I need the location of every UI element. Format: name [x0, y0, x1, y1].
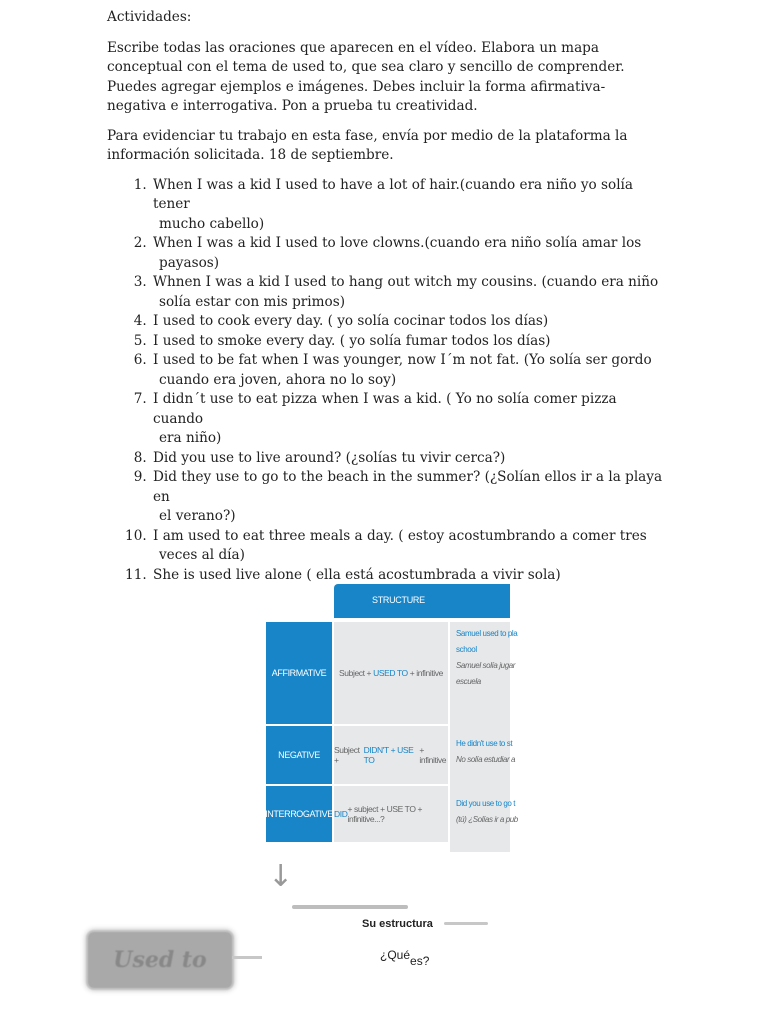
instructions-paragraph: Escribe todas las oraciones que aparecen en el vídeo. Elabora un mapa conceptual con el tema de used to, que sea claro y sencillo de comprender. Puedes agregar ejemplos e imágenes. Debes incluir la forma afirmativa- negativa e interrogativa. Pon a prueba tu creatividad.	[107, 39, 625, 114]
connector-line	[232, 956, 262, 959]
row-examples: He didn't use to st No solía estudiar a	[450, 726, 510, 794]
list-item: 4. I used to cook every day. ( yo solía cocinar todos los días)	[151, 312, 667, 332]
connector-line	[444, 922, 488, 925]
list-item: 6. I used to be fat when I was younger, now I´m not fat. (Yo solía ser gordo cuando era joven, ahora no lo soy)	[151, 351, 667, 390]
structure-header: STRUCTURE	[334, 584, 510, 618]
document-body	[107, 8, 667, 585]
connector-line	[292, 905, 408, 909]
interrogative-row	[265, 786, 518, 842]
sentence-list	[107, 176, 667, 586]
row-label: INTERROGATIVE	[266, 786, 332, 842]
que-es-label: ¿Qué$_{es?}$	[380, 948, 430, 968]
row-label: AFFIRMATIVE	[266, 622, 332, 724]
row-form: DID + subject + USE TO + infinitive...?	[334, 786, 448, 842]
list-item: 11. She is used live alone ( ella está acostumbrada a vivir sola)	[151, 566, 667, 586]
down-arrow-icon: ↓	[268, 859, 294, 894]
negative-row	[266, 726, 516, 784]
list-item: 7. I didn´t use to eat pizza when I was a kid. ( Yo no solía comer pizza cuando era niño)	[151, 390, 667, 449]
used-to-box: Used to	[86, 930, 234, 990]
row-examples: Did you use to go t (tú) ¿Solías ir a pub	[450, 786, 510, 852]
submission-paragraph: Para evidenciar tu trabajo en esta fase, envía por medio de la plataforma la información solicitada. 18 de septiembre.	[107, 127, 628, 163]
row-form: Subject + DIDN'T + USE TO + infinitive	[334, 726, 448, 784]
list-item: 9. Did they use to go to the beach in the summer? (¿Solían ellos ir a la playa en el verano?)	[151, 468, 667, 527]
list-item: 8. Did you use to live around? (¿solías tu vivir cerca?)	[151, 449, 667, 469]
list-item: 5. I used to smoke every day. ( yo solía fumar todos los días)	[151, 332, 667, 352]
list-item: 2. When I was a kid I used to love clowns.(cuando era niño solía amar los payasos)	[151, 234, 667, 273]
activities-heading: Actividades:	[107, 9, 192, 25]
list-item: 1. When I was a kid I used to have a lot of hair.(cuando era niño yo solía tener mucho cabello)	[151, 176, 667, 235]
list-item: 10. I am used to eat three meals a day. ( estoy acostumbrando a comer tres veces al día)	[151, 527, 667, 566]
su-estructura-label: Su estructura	[362, 918, 433, 930]
row-form: Subject + USED TO + infinitive	[334, 622, 448, 724]
list-item: 3. Whnen I was a kid I used to hang out witch my cousins. (cuando era niño solía estar con mis primos)	[151, 273, 667, 312]
structure-table-image	[265, 584, 518, 844]
row-label: NEGATIVE	[266, 726, 332, 784]
affirmative-row	[266, 622, 518, 724]
row-examples: Samuel used to pla school Samuel solía jugar escuela	[450, 622, 510, 728]
